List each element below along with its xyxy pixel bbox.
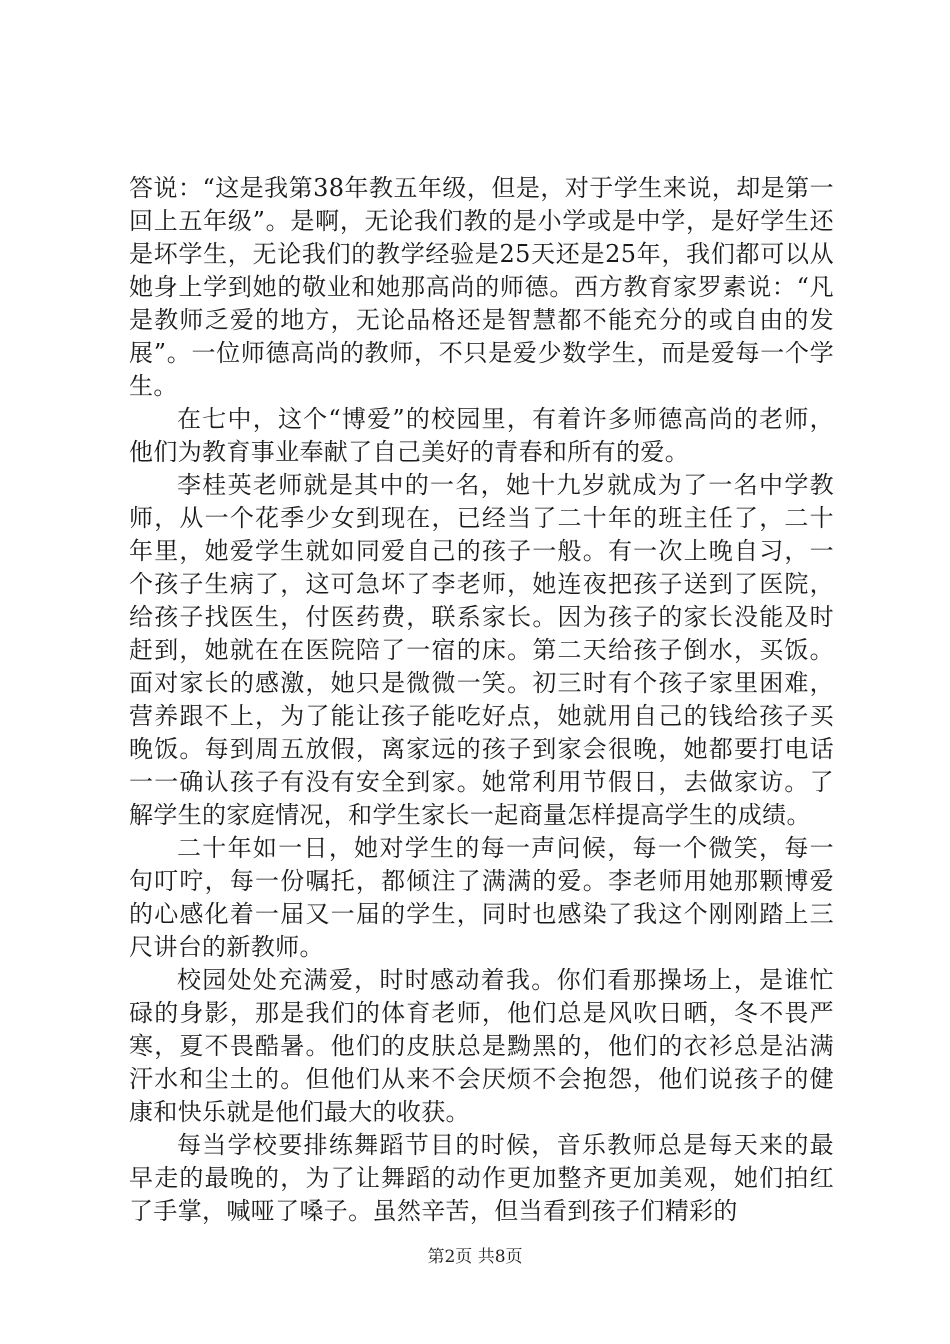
paragraph: 校园处处充满爱，时时感动着我。你们看那操场上，是谁忙碌的身影，那是我们的体育老师，他们总是风吹日晒，冬不畏严寒，夏不畏酷暑。他们的皮肤总是黝黑的，他们的衣衫总是沾满汗水和尘土的。但他们从来不会厌烦不会抱怨，他们说孩子的健康和快乐就是他们最大的收获。 [129, 966, 834, 1126]
paragraph: 李桂英老师就是其中的一名，她十九岁就成为了一名中学教师，从一个花季少女到现在，已经当了二十年的班主任了，二十年里，她爱学生就如同爱自己的孩子一般。有一次上晚自习，一个孩子生病了，这可急坏了李老师，她连夜把孩子送到了医院，给孩子找医生，付医药费，联系家长。因为孩子的家长没能及时赶到，她就在在医院陪了一宿的床。第二天给孩子倒水，买饭。面对家长的感激，她只是微微一笑。初三时有个孩子家里困难，营养跟不上，为了能让孩子能吃好点，她就用自己的钱给孩子买晚饭。每到周五放假，离家远的孩子到家会很晚，她都要打电话一一确认孩子有没有安全到家。她常利用节假日，去做家访。了解学生的家庭情况，和学生家长一起商量怎样提高学生的成绩。 [129, 471, 834, 829]
paragraph: 在七中，这个“博爱”的校园里，有着许多师德高尚的老师，他们为教育事业奉献了自己美好的青春和所有的爱。 [129, 405, 834, 466]
paragraph: 每当学校要排练舞蹈节目的时候，音乐教师总是每天来的最早走的最晚的，为了让舞蹈的动作更加整齐更加美观，她们拍红了手掌，喊哑了嗓子。虽然辛苦，但当看到孩子们精彩的 [129, 1131, 834, 1225]
document-body [129, 172, 834, 1228]
paragraph: 二十年如一日，她对学生的每一声问候，每一个微笑，每一句叮咛，每一份嘱托，都倾注了满满的爱。李老师用她那颗博爱的心感化着一届又一届的学生，同时也感染了我这个刚刚踏上三尺讲台的新教师。 [129, 834, 834, 961]
page-number: 第2页 共8页 [427, 1247, 523, 1267]
paragraph: 答说：“这是我第38年教五年级，但是，对于学生来说，却是第一回上五年级”。是啊，无论我们教的是小学或是中学，是好学生还是坏学生，无论我们的教学经验是25天还是25年，我们都可以从她身上学到她的敬业和她那高尚的师德。西方教育家罗素说：“凡是教师乏爱的地方，无论品格还是智慧都不能充分的或自由的发展”。一位师德高尚的教师，不只是爱少数学生，而是爱每一个学生。 [129, 174, 834, 400]
